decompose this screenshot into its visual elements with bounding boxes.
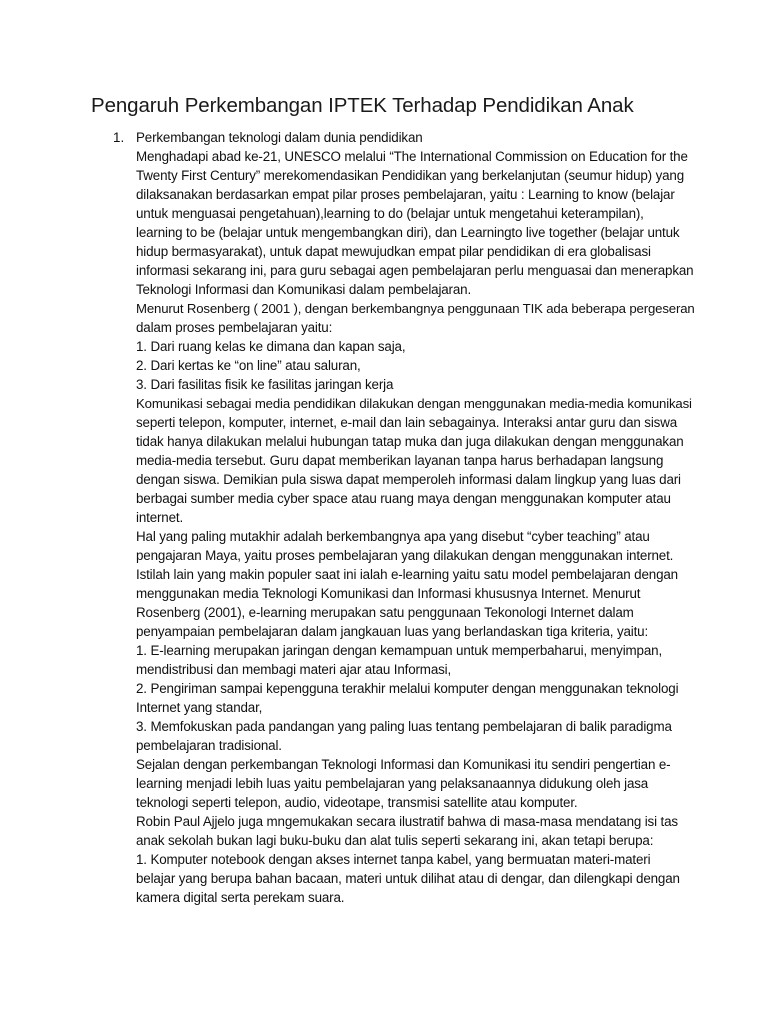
text-line: 2. Dari kertas ke “on line” atau saluran, [136,358,361,373]
text-line: 1. Komputer notebook dengan akses internet tanpa kabel, yang bermuatan materi-materi [136,852,651,867]
text-line: berbagai sumber media cyber space atau ruang maya dengan menggunakan komputer atau [136,491,671,506]
text-line: penyampaian pembelajaran dalam jangkauan luas yang berlandaskan tiga kriteria, yaitu: [136,624,649,639]
text-line: 3. Dari fasilitas fisik ke fasilitas jaringan kerja [136,377,394,392]
text-line: belajar yang berupa bahan bacaan, materi untuk dilihat atau di dengar, dan dilengkapi dengan [136,871,680,886]
text-line: untuk menguasai pengetahuan),learning to do (belajar untuk mengetahui keterampilan), [136,206,644,221]
section-heading: Perkembangan teknologi dalam dunia pendidikan [136,130,423,145]
text-line: learning to be (belajar untuk mengembangkan diri), dan Learningto live together (belajar untuk [136,225,680,240]
list-number: 1. [113,130,125,145]
text-line: Rosenberg (2001), e-learning merupakan satu penggunaan Tekonologi Internet dalam [136,605,634,620]
text-line: informasi sekarang ini, para guru sebagai agen pembelajaran perlu menguasai dan menerapkan [136,263,694,278]
text-line: pembelajaran tradisional. [136,738,282,753]
text-line: dengan siswa. Demikian pula siswa dapat memperoleh informasi dalam lingkup yang luas dari [136,472,681,487]
text-line: Istilah lain yang makin populer saat ini ialah e-learning yaitu satu model pembelajaran dengan [136,567,678,582]
text-line: tidak hanya dilakukan melalui hubungan tatap muka dan juga dilakukan dengan menggunakan [136,434,684,449]
text-line: internet. [136,510,184,525]
text-line: anak sekolah bukan lagi buku-buku dan alat tulis seperti sekarang ini, akan tetapi berupa: [136,833,654,848]
document-body [136,128,695,907]
text-line: mendistribusi dan membagi materi ajar atau Informasi, [136,662,452,677]
text-line: Hal yang paling mutakhir adalah berkembangnya apa yang disebut “cyber teaching” atau [136,529,650,544]
text-line: menggunakan media Teknologi Komunikasi dan Informasi khususnya Internet. Menurut [136,586,641,601]
text-line: pengajaran Maya, yaitu proses pembelajaran yang dilakukan dengan menggunakan internet. [136,548,674,563]
text-line: Teknologi Informasi dan Komunikasi dalam pembelajaran. [136,282,472,297]
text-line: teknologi seperti telepon, audio, videotape, transmisi satellite atau komputer. [136,795,578,810]
text-line: 3. Memfokuskan pada pandangan yang paling luas tentang pembelajaran di balik paradigma [136,719,672,734]
text-line: kamera digital serta perekam suara. [136,890,345,905]
text-line: Sejalan dengan perkembangan Teknologi Informasi dan Komunikasi itu sendiri pengertian e- [136,757,671,772]
text-line: Menghadapi abad ke-21, UNESCO melalui “The International Commission on Education for the [136,149,688,164]
text-line: hidup bermasyarakat), untuk dapat mewujudkan empat pilar pendidikan di era globalisasi [136,244,651,259]
text-line: Twenty First Century” merekomendasikan Pendidikan yang berkelanjutan (seumur hidup) yang [136,168,685,183]
document-title: Pengaruh Perkembangan IPTEK Terhadap Pendidikan Anak [91,94,634,117]
text-line: Robin Paul Ajjelo juga mngemukakan secara ilustratif bahwa di masa-masa mendatang isi tas [136,814,678,829]
text-line: Internet yang standar, [136,700,263,715]
text-line: media-media tersebut. Guru dapat memberikan layanan tanpa harus berhadapan langsung [136,453,664,468]
text-line: 1. Dari ruang kelas ke dimana dan kapan saja, [136,339,406,354]
text-line: Menurut Rosenberg ( 2001 ), dengan berkembangnya penggunaan TIK ada beberapa pergeseran [136,301,695,316]
text-line: 2. Pengiriman sampai kepengguna terakhir melalui komputer dengan menggunakan teknologi [136,681,679,696]
text-line: seperti telepon, komputer, internet, e-mail dan lain sebagainya. Interaksi antar guru dan siswa [136,415,678,430]
text-line: learning menjadi lebih luas yaitu pembelajaran yang pelaksanaannya didukung oleh jasa [136,776,649,791]
text-line: Komunikasi sebagai media pendidikan dilakukan dengan menggunakan media-media komunikasi [136,396,692,411]
text-line: dilaksanakan berdasarkan empat pilar proses pembelajaran, yaitu : Learning to know (belajar [136,187,675,202]
text-line: dalam proses pembelajaran yaitu: [136,320,333,335]
text-line: 1. E-learning merupakan jaringan dengan kemampuan untuk memperbaharui, menyimpan, [136,643,663,658]
